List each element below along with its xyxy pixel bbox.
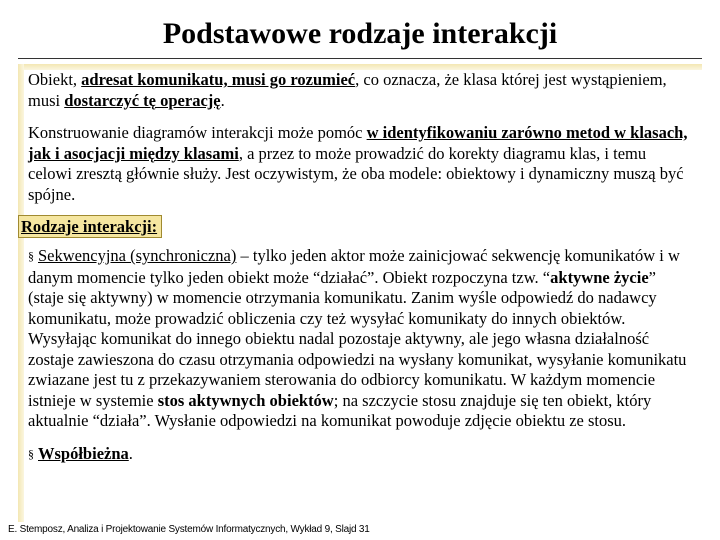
slide-footer: E. Stemposz, Analiza i Projektowanie Systemów Informatycznych, Wykład 9, Slajd 31	[8, 524, 370, 535]
section-header-interaction-types: Rodzaje interakcji:	[18, 215, 162, 238]
term-concurrent: Współbieżna	[38, 443, 129, 463]
emphasis-provide-operation: dostarczyć tę operację	[64, 90, 221, 110]
emphasis-recipient-must-understand: adresat komunikatu, musi go rozumieć	[81, 70, 356, 89]
list-item-concurrent: § Współbieżna.	[28, 443, 133, 463]
term-active-life: aktywne życie	[550, 267, 649, 287]
bullet-icon: §	[28, 249, 34, 263]
term-active-objects-stack: stos aktywnych obiektów	[157, 390, 334, 410]
bullet-icon: §	[28, 446, 34, 461]
list-item-sequential: § Sekwencyjna (synchroniczna) – tylko jeden aktor może zainicjować sekwencję komunikatów i w danym momencie tylko jeden obiekt może “działać”. Obiekt rozpoczyna tzw. “aktywne życie” (staje się aktywny) w momencie otrzymania komunikatu. Zanim wyśle odpowiedź do nadawcy komunikatu, może prowadzić obliczenia czy też wysyłać komunikaty do innych obiektów. Wysyłając komunikat do innego obiektu nadal pozostaje aktywny, ale jego własna działalność zostaje zawieszona do czasu otrzymania odpowiedzi na wysłany komunikat, wysyłanie komunikatu zwiazane jest tu z przekazywaniem sterowania do odbiorcy komunikatu. W każdym momencie istnieje w systemie stos aktywnych obiektów; na szczycie stosu znajduje się ten obiekt, który aktualnie “działa”. Wysłanie odpowiedzi na komunikat powoduje zdjęcie obiektu ze stosu.	[28, 246, 687, 430]
emphasis-identify-methods: w identyfikowaniu zarówno metod w klasach, jak i asocjacji między klasami	[28, 123, 688, 163]
term-sequential: Sekwencyjna (synchroniczna)	[38, 246, 237, 265]
paragraph-interaction-diagrams: Konstruowanie diagramów interakcji może pomóc w identyfikowaniu zarówno metod w klasach, jak i asocjacji między klasami, a przez to może prowadzić do korekty diagramu klas, i temu celowi zresztą głównie służy. Jest oczywistym, że oba modele: obiektowy i dynamiczny muszą być spójne.	[28, 123, 688, 204]
content-box	[21, 70, 696, 465]
title-divider	[18, 58, 702, 59]
slide-title: Podstawowe rodzaje interakcji	[162, 17, 558, 50]
paragraph-object-recipient: Obiekt, adresat komunikatu, musi go rozumieć, co oznacza, że klasa której jest wystąpieniem, musi dostarczyć tę operację.	[28, 70, 667, 110]
